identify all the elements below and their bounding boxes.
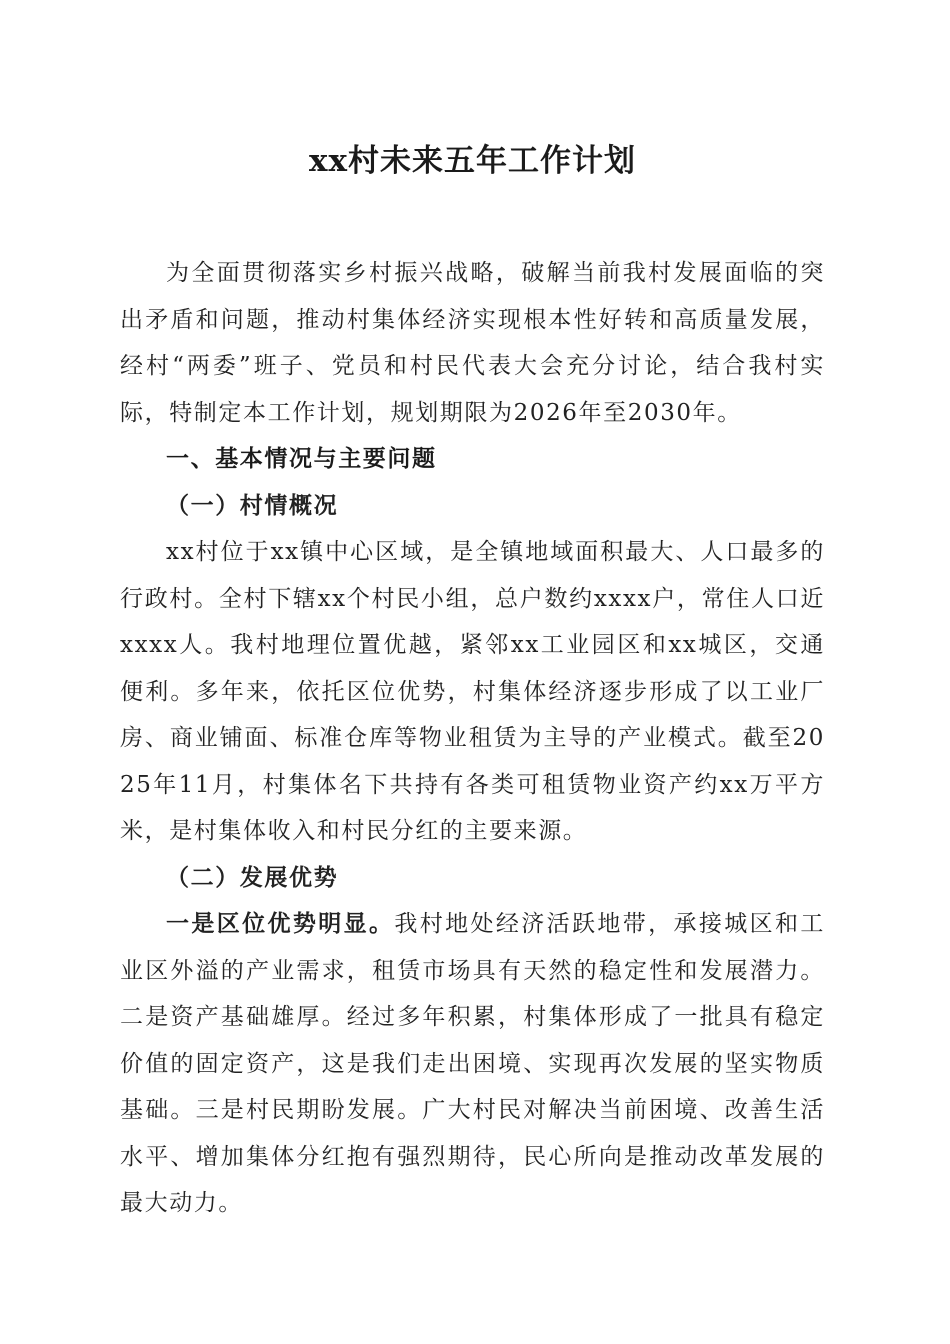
document-title: xx村未来五年工作计划 — [309, 143, 636, 179]
village-overview-paragraph: xx村位于xx镇中心区域，是全镇地域面积最大、人口最多的行政村。全村下辖xx个村民小组，总户数约xxxx户，常住人口近xxxx人。我村地理位置优越，紧邻xx工业园区和xx城区，交通便利。多年来，依托区位优势，村集体经济逐步形成了以工业厂房、商业铺面、标准仓库等物业租赁为主导的产业模式。截至2025年11月，村集体名下共持有各类可租赁物业资产约xx万平方米，是村集体收入和村民分红的主要来源。 — [120, 539, 825, 844]
development-advantages-paragraph — [120, 901, 825, 1227]
document-body — [120, 130, 825, 1227]
section-heading-basic-situation: 一、基本情况与主要问题 — [166, 446, 437, 472]
subsection-heading-development-advantages: （二）发展优势 — [166, 863, 339, 891]
advantage-body-text: 我村地处经济活跃地带，承接城区和工业区外溢的产业需求，租赁市场具有天然的稳定性和发展潜力。二是资产基础雄厚。经过多年积累，村集体形成了一批具有稳定价值的固定资产，这是我们走出困境、实现再次发展的坚实物质基础。三是村民期盼发展。广大村民对解决当前困境、改善生活水平、增加集体分红抱有强烈期待，民心所向是推动改革发展的最大动力。 — [120, 911, 826, 1216]
intro-paragraph: 为全面贯彻落实乡村振兴战略，破解当前我村发展面临的突出矛盾和问题，推动村集体经济实现根本性好转和高质量发展，经村“两委”班子、党员和村民代表大会充分讨论，结合我村实际，特制定本工作计划，规划期限为2026年至2030年。 — [120, 260, 825, 426]
advantage-lead-text: 一是区位优势明显。 — [166, 911, 395, 937]
subsection-heading-village-overview: （一）村情概况 — [166, 491, 339, 519]
